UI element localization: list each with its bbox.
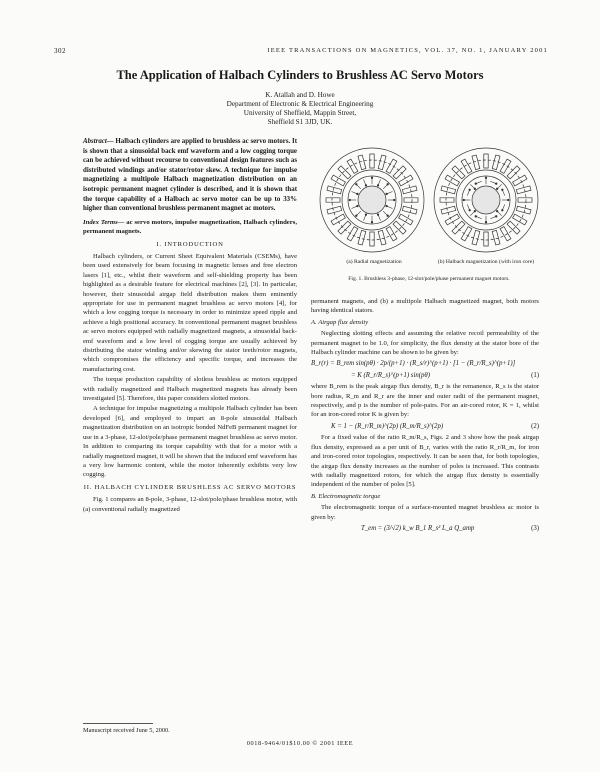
magnetization-arrow-head — [463, 199, 465, 201]
magnetization-arrow-head — [387, 215, 389, 217]
equation-2 — [311, 422, 539, 431]
torque-paragraph-1: The electromagnetic torque of a surface-mounted magnet brushless ac motor is given by: — [311, 504, 539, 521]
index-terms-text: ac servo motors, impulse magnetization, Halbach cylinders, permanent magnets. — [83, 218, 298, 236]
paper-title: The Application of Halbach Cylinders to Brushless AC Servo Motors — [116, 68, 484, 82]
magnetization-arrow-head — [507, 199, 509, 201]
magnetization-arrow-head — [475, 216, 477, 218]
magnetization-arrow-head — [502, 189, 504, 191]
stator-slot — [404, 198, 418, 202]
stator-slot — [440, 198, 454, 202]
motor-halbach-drawing — [434, 148, 538, 252]
stator-slot — [399, 214, 413, 225]
stator-slot — [500, 159, 511, 173]
stator-slot — [507, 166, 520, 179]
magnetization-arrow-head — [357, 193, 359, 195]
equation-1-number: (1) — [531, 371, 539, 379]
magnetization-arrow-head — [485, 177, 487, 179]
journal-running-head: IEEE TRANSACTIONS ON MAGNETICS, VOL. 37, NO. 1, JANUARY 2001 — [267, 47, 548, 54]
equation-2-expression: K = 1 − (R_r/R_m)^(2p) (R_m/R_s)^(2p) — [331, 422, 444, 430]
equation-2-number: (2) — [531, 422, 539, 430]
stator-slot — [492, 230, 500, 245]
stator-slot — [393, 221, 406, 234]
stator-slot — [500, 227, 511, 241]
intro-paragraph-1: Halbach cylinders, or Current Sheet Equivalent Materials (CSEMs), have been used extensively for beam focusing in magnetic lenses and free electron lasers [1], etc., whilst their waveform and self-shielding property has been highlighted as a desirable feature for electrical machines [2], [3]. In particular, however, their sinusoidal airgap field distribution makes them eminently appropriate for use in permanent magnet brushless ac servo motors [4], for which a low cogging torque is necessary in order to minimize speed ripple and achieve a high positional accuracy. In conventional permanent magnet brushless ac servo motors equipped with radially magnetized magnets, a sinusoidal back-emf waveform and a low level of cogging torque are usually achieved by distributing the stator winding and/or skewing the stator teeth/rotor magnets, which compromises the efficiency and specific torque, and increases the manufacturing cost. — [83, 252, 297, 373]
stator-slot — [461, 159, 472, 173]
equation-3 — [311, 524, 539, 533]
equation-1-continuation: = K (R_r/R_s)^(p+1) sin(pθ) — [351, 371, 430, 379]
author-department: Department of Electronic & Electrical Engineering — [226, 100, 374, 108]
magnetization-arrow-head — [474, 210, 476, 212]
magnetization-arrow-head — [495, 183, 497, 185]
magnetization-arrow-head — [356, 215, 358, 217]
stator-slot — [326, 198, 340, 202]
intro-paragraph-2: The torque production capability of slotless brushless ac motors equipped with radially magnetized and Halbach magnetized magnets has already been investigated [5]. Therefore, this paper considers slotted motors. — [83, 376, 297, 403]
stator-slot — [484, 154, 488, 168]
magnetization-arrow-head — [357, 205, 359, 207]
section-heading-halbach: II. HALBACH CYLINDER BRUSHLESS AC SERVO MOTORS — [83, 483, 297, 491]
author-block — [0, 91, 600, 127]
motor-radial-drawing — [320, 148, 424, 252]
magnetization-arrow-head — [365, 185, 367, 187]
author-university: University of Sheffield, Mappin Street, — [243, 109, 357, 117]
stator-slot — [452, 221, 465, 234]
magnetization-arrow-head — [496, 210, 498, 212]
stator-slot — [445, 175, 459, 186]
stator-slot — [513, 175, 527, 186]
author-city: Sheffield S1 3JD, UK. — [267, 118, 333, 126]
stator-slot — [393, 166, 406, 179]
stator-slot — [347, 159, 358, 173]
abstract — [83, 137, 297, 214]
equation-1-line-1 — [311, 359, 539, 368]
intro-paragraph-3: A technique for impulse magnetizing a multipole Halbach cylinder has been developed [6], and employed to impart an 8-pole sinusoidal Halbach magnetization distribution on an isotropic bonded NdFeB permanent magnet for use in a 3-phase, 12-slot/pole/phase permanent magnet brushless ac servo motor. In addition to comparing its torque capability with that for a motor with a radially magnetized magnet, it will be shown that the induced emf waveform has a very low harmonic content, while the motor inherently exhibits very low cogging. — [83, 405, 297, 479]
page-number: 302 — [54, 47, 66, 55]
figure-1 — [314, 142, 544, 292]
magnetization-arrow-head — [469, 209, 471, 211]
footnote-rule — [83, 723, 153, 724]
stator-slot — [507, 221, 520, 234]
right-column — [311, 297, 539, 535]
magnetization-arrow-head — [377, 185, 379, 187]
equation-3-expression: T_em = (3/√2) k_w B_1 R_s² L_a Q_amp — [361, 524, 475, 532]
stator-slot — [386, 159, 397, 173]
figure-caption: Fig. 1. Brushless 3-phase, 12-slot/pole/phase permanent magnet motors. — [348, 276, 510, 282]
stator-slot — [386, 227, 397, 241]
stator-slot — [402, 206, 417, 214]
magnetization-arrow-head — [495, 216, 497, 218]
magnetization-arrow-head — [371, 221, 373, 223]
magnetization-arrow-head — [371, 177, 373, 179]
section2-paragraph-1: Fig. 1 compares an 8-pole, 3-phase, 12-slot/pole/phase brushless motor, with (a) conventional radially magnetized — [83, 496, 297, 513]
airgap-paragraph-1: Neglecting slotting effects and assuming the relative recoil permeability of the permanent magnet to be 1.0, for simplicity, the flux density at the stator bore of the Halbach cylinder machine can be shown to be given by: — [311, 330, 539, 357]
left-column — [83, 137, 297, 515]
magnetization-arrow-head — [496, 188, 498, 190]
magnetization-arrow-head — [386, 205, 388, 207]
abstract-label: Abstract— — [83, 138, 114, 145]
subsection-heading-airgap: A. Airgap flux density — [311, 318, 369, 326]
stator-slot — [461, 227, 472, 241]
stator-slot — [445, 214, 459, 225]
stator-slot — [518, 198, 532, 202]
stator-slot — [331, 214, 345, 225]
copyright-line: 0018-9464/01$10.00 © 2001 IEEE — [246, 740, 354, 747]
stator-slot — [399, 175, 413, 186]
equation-1-expression: B_r(r) = B_rem sin(pθ) · 2p/(p+1) · (R_s/r)^(p+1) · [1 − (R_r/R_s)^(p+1)] — [311, 360, 516, 368]
stator-slot — [370, 232, 374, 246]
stator-slot — [338, 221, 351, 234]
magnetization-arrow-head — [393, 199, 395, 201]
stator-slot — [452, 166, 465, 179]
equation-1-line-2 — [311, 371, 539, 380]
magnetization-arrow-head — [469, 189, 471, 191]
airgap-paragraph-3: For a fixed value of the ratio R_m/R_s, Figs. 2 and 3 show how the peak airgap flux density, expressed as a per unit of B_r, varies with the ratio R_r/R_m, for iron and iron-cored rotor topologies, respectively. It can be seen that, for both topologies, the airgap flux density increases as the number of poles is increased. This contrasts with radially magnetized rotors, for which the airgap flux density is essentially independent of the number of poles [5]. — [311, 434, 539, 489]
magnetization-arrow-head — [502, 209, 504, 211]
author-names: K. Atallah and D. Howe — [265, 91, 335, 99]
magnetization-arrow-head — [387, 184, 389, 186]
abstract-text: Halbach cylinders are applied to brushless ac servo motors. It is shown that a sinusoidal back emf waveform and a low cogging torque can be achieved without recourse to conventional design features such as distributed windings and/or stator/rotor skew. A technique for impulse magnetizing a multipole Halbach magnetization distribution on an isotropic permanent magnet cylinder is described, and it is shown that the torque capability of a Halbach ac servo motor can be up to 33% higher than conventional brushless permanent magnet ac motors. — [83, 138, 297, 213]
magnetization-arrow-head — [475, 183, 477, 185]
magnetization-arrow-head — [356, 184, 358, 186]
right-paragraph-1: permanent magnets, and (b) a multipole Halbach magnetized magnet, both motors having identical stators. — [311, 298, 539, 315]
motor-cross-sections — [314, 142, 544, 292]
magnetization-arrow-head — [377, 214, 379, 216]
magnetization-arrow-head — [386, 193, 388, 195]
magnetization-arrow-head — [485, 221, 487, 223]
index-terms — [83, 218, 297, 237]
stator-slot — [516, 206, 531, 214]
index-terms-label: Index Terms— — [83, 218, 125, 226]
stator-slot — [347, 227, 358, 241]
magnetization-arrow-head — [365, 214, 367, 216]
figure-label-b: (b) Halbach magnetization (with iron core) — [437, 259, 535, 265]
subsection-heading-torque: B. Electromagnetic torque — [311, 492, 381, 500]
stator-slot — [331, 175, 345, 186]
airgap-paragraph-2: where B_rem is the peak airgap flux density, B_r is the remanence, R_s is the stator bore radius, R_m and R_r are the inner and outer radii of the permanent magnet, respectively, and p is the number of pole-pairs. For an air-cored rotor, K = 1, whilst for an iron-cored rotor K is given by: — [311, 383, 539, 419]
stator-slot — [441, 186, 456, 194]
stator-slot — [513, 214, 527, 225]
stator-slot — [484, 232, 488, 246]
section-heading-introduction: I. INTRODUCTION — [156, 240, 224, 248]
figure-label-a: (a) Radial magnetization — [346, 259, 402, 265]
magnetization-arrow-head — [349, 199, 351, 201]
stator-slot — [370, 154, 374, 168]
stator-slot — [378, 230, 386, 245]
footnote: Manuscript received June 5, 2000. — [83, 727, 170, 734]
stator-slot — [338, 166, 351, 179]
stator-slot — [327, 186, 342, 194]
equation-3-number: (3) — [531, 524, 539, 532]
magnetization-arrow-head — [474, 188, 476, 190]
